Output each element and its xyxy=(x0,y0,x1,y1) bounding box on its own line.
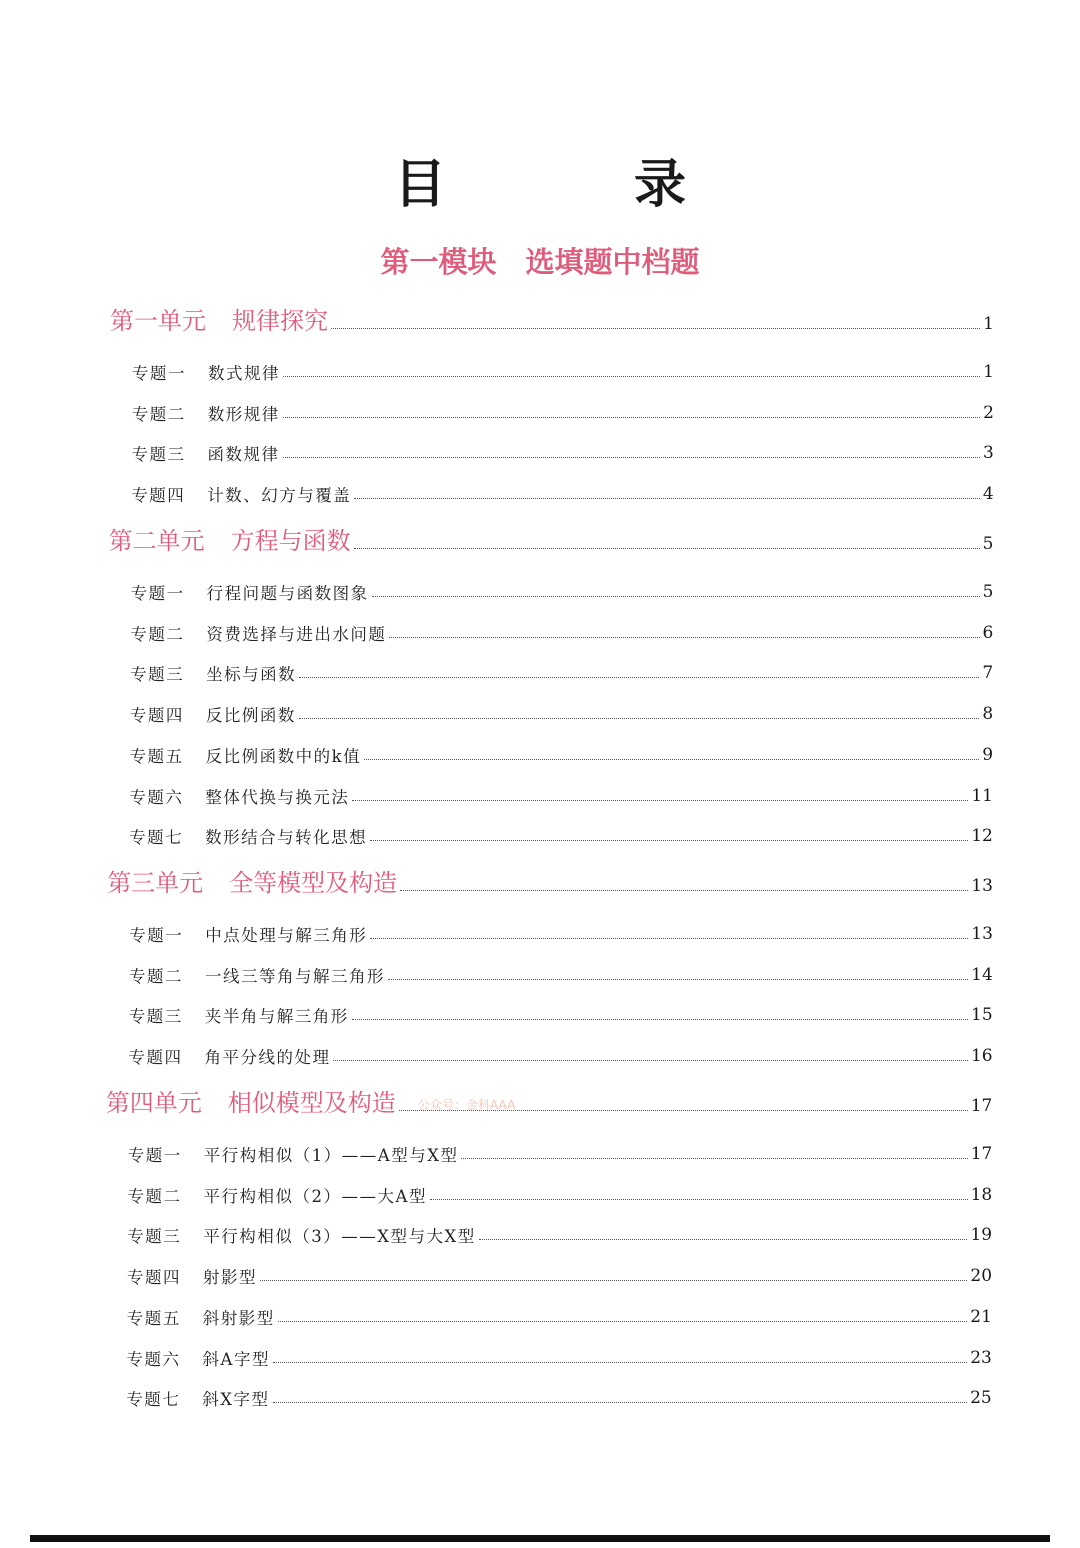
page-number: 7 xyxy=(982,663,994,684)
topic-title: 夹半角与解三角形 xyxy=(204,1007,349,1027)
page-number: 19 xyxy=(970,1225,993,1246)
topic-number: 专题五 xyxy=(129,746,184,766)
dot-leader xyxy=(372,596,980,597)
page-number: 6 xyxy=(982,622,994,643)
topic-title: 中点处理与解三角形 xyxy=(205,926,368,945)
topic-entry[interactable] xyxy=(129,910,993,946)
module-title: 第一模块 选填题中档题 xyxy=(380,245,700,279)
page-number: 14 xyxy=(971,964,993,985)
topic-entry[interactable] xyxy=(129,951,993,987)
page-number: 13 xyxy=(971,924,993,944)
topic-label xyxy=(127,1223,476,1247)
dot-leader xyxy=(388,979,968,980)
topic-title: 计数、幻方与覆盖 xyxy=(207,486,352,506)
topic-entry[interactable] xyxy=(128,1032,992,1068)
dot-leader xyxy=(461,1158,967,1159)
topic-number: 专题三 xyxy=(128,1007,183,1027)
topic-number: 专题一 xyxy=(130,584,185,603)
dot-leader xyxy=(430,1199,968,1200)
topic-entry[interactable] xyxy=(129,812,993,848)
topic-number: 专题二 xyxy=(130,624,185,644)
topic-title: 射影型 xyxy=(203,1268,258,1288)
topic-number: 专题三 xyxy=(127,1227,182,1247)
topic-title: 资费选择与进出水问题 xyxy=(206,624,387,644)
dot-leader xyxy=(400,890,968,891)
topic-title: 数形结合与转化思想 xyxy=(205,828,368,848)
dot-leader xyxy=(354,548,980,549)
page-number: 13 xyxy=(971,876,993,896)
dot-leader xyxy=(389,637,979,638)
dot-leader xyxy=(283,457,980,458)
page-number: 9 xyxy=(982,744,994,765)
dot-leader xyxy=(283,376,980,377)
page-number: 3 xyxy=(982,443,994,464)
topic-number: 专题二 xyxy=(128,966,183,986)
unit-number: 第一单元 xyxy=(110,307,206,335)
dot-leader xyxy=(278,1321,967,1322)
topic-entry[interactable] xyxy=(132,389,994,425)
topic-label xyxy=(132,441,280,465)
dot-leader xyxy=(273,1362,967,1363)
topic-label xyxy=(128,1044,330,1068)
dot-leader xyxy=(260,1280,967,1281)
topic-entry[interactable] xyxy=(127,1252,992,1288)
page-number: 21 xyxy=(970,1306,992,1327)
topic-number: 专题六 xyxy=(129,787,184,807)
unit-label xyxy=(110,301,328,336)
topic-entry[interactable] xyxy=(126,1374,991,1410)
page-number: 17 xyxy=(970,1096,993,1116)
dot-leader xyxy=(283,417,980,418)
unit-title: 规律探究 xyxy=(232,307,328,335)
topic-entry[interactable] xyxy=(129,991,993,1027)
topic-number: 专题二 xyxy=(131,404,186,424)
topic-title: 斜A字型 xyxy=(202,1349,270,1369)
unit-title: 方程与函数 xyxy=(230,527,351,555)
topic-number: 专题五 xyxy=(126,1308,181,1328)
topic-entry[interactable] xyxy=(130,731,993,767)
topic-title: 平行构相似（2）——大A型 xyxy=(203,1186,427,1206)
topic-entry[interactable] xyxy=(128,1171,993,1207)
page-number: 12 xyxy=(971,826,993,847)
topic-title: 斜X字型 xyxy=(202,1390,270,1410)
topic-title: 反比例函数中的k值 xyxy=(205,746,362,766)
unit-title: 相似模型及构造 xyxy=(227,1089,396,1117)
topic-title: 函数规律 xyxy=(207,445,280,465)
topic-label xyxy=(132,360,280,384)
topic-label xyxy=(131,580,369,604)
unit-entry[interactable] xyxy=(109,520,994,556)
topic-number: 专题三 xyxy=(130,665,185,685)
topic-number: 专题一 xyxy=(129,926,184,945)
page-number: 5 xyxy=(982,582,994,602)
dot-leader xyxy=(370,840,968,841)
topic-number: 专题一 xyxy=(132,364,186,383)
page-number: 4 xyxy=(982,484,994,505)
topic-entry[interactable] xyxy=(130,649,993,685)
topic-label xyxy=(128,1183,427,1207)
topic-label xyxy=(129,922,367,946)
topic-entry[interactable] xyxy=(127,1211,992,1247)
unit-label xyxy=(107,863,397,898)
topic-entry[interactable] xyxy=(131,470,993,506)
topic-entry[interactable] xyxy=(132,348,994,384)
dot-leader xyxy=(331,328,980,329)
topic-label xyxy=(130,743,362,767)
page-number: 5 xyxy=(982,534,994,554)
dot-leader xyxy=(333,1060,968,1061)
topic-label xyxy=(129,963,385,987)
watermark: 公众号：金科AAA xyxy=(418,1098,516,1112)
page-number: 2 xyxy=(983,402,994,423)
topic-label xyxy=(127,1346,270,1370)
topic-number: 专题三 xyxy=(131,445,186,465)
dot-leader xyxy=(299,677,979,678)
unit-label xyxy=(106,1083,396,1118)
page-number: 18 xyxy=(970,1184,993,1205)
topic-label xyxy=(126,1386,269,1410)
topic-label xyxy=(130,661,296,685)
unit-number: 第三单元 xyxy=(107,869,204,897)
topic-number: 专题四 xyxy=(128,1048,183,1068)
topic-title: 斜射影型 xyxy=(202,1308,275,1328)
topic-label xyxy=(132,401,280,425)
topic-number: 专题六 xyxy=(126,1349,181,1369)
topic-title: 数形规律 xyxy=(207,404,280,424)
dot-leader xyxy=(352,1019,968,1020)
topic-label xyxy=(129,1003,349,1027)
topic-number: 专题四 xyxy=(131,486,186,506)
page-number: 11 xyxy=(971,785,993,806)
dot-leader xyxy=(479,1239,968,1240)
topic-title: 整体代换与换元法 xyxy=(205,787,350,807)
topic-label xyxy=(127,1305,275,1329)
topic-title: 行程问题与函数图象 xyxy=(206,584,369,603)
topic-title: 平行构相似（1）——A型与X型 xyxy=(203,1146,459,1165)
dot-leader xyxy=(352,800,968,801)
topic-label xyxy=(130,702,296,726)
topic-label xyxy=(129,784,349,808)
topic-label xyxy=(127,1264,257,1288)
unit-number: 第二单元 xyxy=(108,527,205,555)
dot-leader xyxy=(354,498,980,499)
topic-label xyxy=(128,1142,459,1166)
dot-leader xyxy=(364,759,979,760)
page-number: 1 xyxy=(983,362,994,382)
page-number: 16 xyxy=(970,1046,993,1067)
topic-title: 一线三等角与解三角形 xyxy=(204,966,385,986)
page-number: 25 xyxy=(970,1388,992,1409)
topic-title: 角平分线的处理 xyxy=(204,1048,331,1068)
topic-number: 专题七 xyxy=(129,828,184,848)
topic-label xyxy=(131,482,351,506)
topic-number: 专题二 xyxy=(127,1186,182,1206)
unit-title: 全等模型及构造 xyxy=(229,869,398,897)
topic-entry[interactable] xyxy=(127,1293,992,1329)
unit-entry[interactable] xyxy=(110,300,994,336)
topic-entry[interactable] xyxy=(132,429,994,465)
topic-number: 专题一 xyxy=(127,1146,182,1165)
topic-title: 反比例函数 xyxy=(205,706,296,726)
topic-entry[interactable] xyxy=(130,609,993,645)
topic-title: 坐标与函数 xyxy=(206,665,297,685)
topic-entry[interactable] xyxy=(131,568,994,604)
topic-number: 专题四 xyxy=(129,706,184,726)
unit-label xyxy=(109,521,351,556)
page-number: 1 xyxy=(983,314,994,334)
topic-entry[interactable] xyxy=(130,690,993,726)
unit-entry[interactable] xyxy=(107,862,993,898)
topic-label xyxy=(130,621,386,645)
page-number: 15 xyxy=(971,1005,993,1026)
topic-label xyxy=(129,824,367,848)
topic-entry[interactable] xyxy=(127,1334,992,1370)
page-number: 17 xyxy=(970,1144,993,1164)
topic-title: 平行构相似（3）——X型与大X型 xyxy=(203,1227,476,1247)
topic-title: 数式规律 xyxy=(208,364,280,383)
topic-entry[interactable] xyxy=(129,772,993,808)
unit-entry[interactable] xyxy=(106,1082,993,1118)
dot-leader xyxy=(299,718,979,719)
topic-entry[interactable] xyxy=(128,1130,993,1166)
page-number: 20 xyxy=(970,1266,993,1287)
page-number: 23 xyxy=(970,1347,992,1368)
unit-number: 第四单元 xyxy=(105,1089,202,1117)
page-number: 8 xyxy=(982,704,994,725)
dot-leader xyxy=(273,1402,968,1403)
page-bottom-bar xyxy=(30,1535,1050,1542)
dot-leader xyxy=(370,938,968,939)
topic-number: 专题四 xyxy=(127,1268,182,1288)
page-title: 目 录 xyxy=(393,154,754,215)
topic-number: 专题七 xyxy=(126,1390,181,1410)
